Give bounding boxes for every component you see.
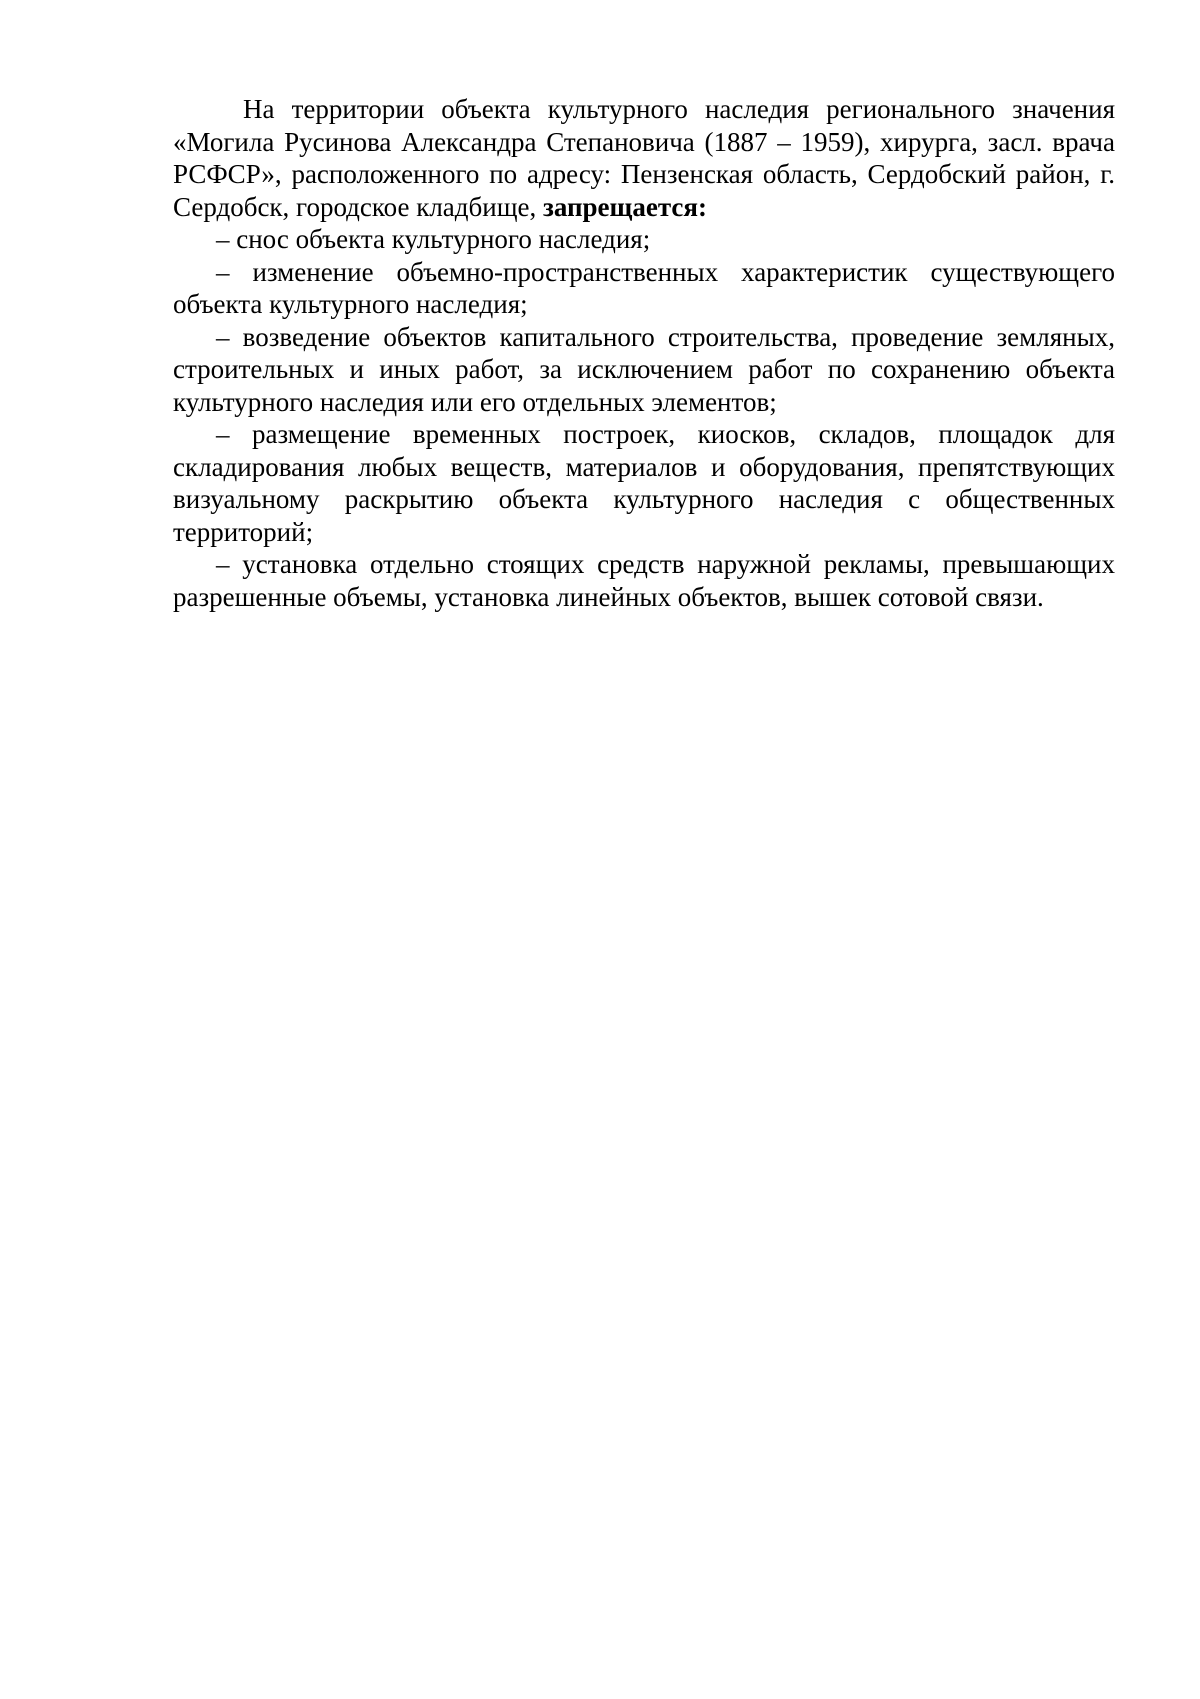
intro-paragraph: [173, 93, 1115, 223]
list-item: – снос объекта культурного наследия;: [216, 224, 651, 254]
intro-text: На территории объекта культурного наследия регионального значения «Могила Русинова Александра Степановича (1887 – 1959), хирурга, засл. врача РСФСР», расположенного по адресу: Пензенская область, Сердобский район, г. Сердобск, городское кладбище,: [173, 94, 1115, 222]
list-item: – возведение объектов капитального строительства, проведение земляных, строительных и иных работ, за исключением работ по сохранению объекта культурного наследия или его отдельных элементов;: [173, 321, 1115, 417]
list-item: – изменение объемно-пространственных характеристик существующего объекта культурного наследия;: [173, 256, 1115, 319]
list-item: – установка отдельно стоящих средств наружной рекламы, превышающих разрешенные объемы, установка линейных объектов, вышек сотовой связи.: [173, 549, 1115, 612]
list-item: – размещение временных построек, киосков, складов, площадок для складирования любых веществ, материалов и оборудования, препятствующих визуальному раскрытию объекта культурного наследия с общественных территорий;: [173, 419, 1115, 547]
document-body: [173, 93, 1115, 613]
intro-bold-text: запрещается:: [542, 191, 707, 222]
